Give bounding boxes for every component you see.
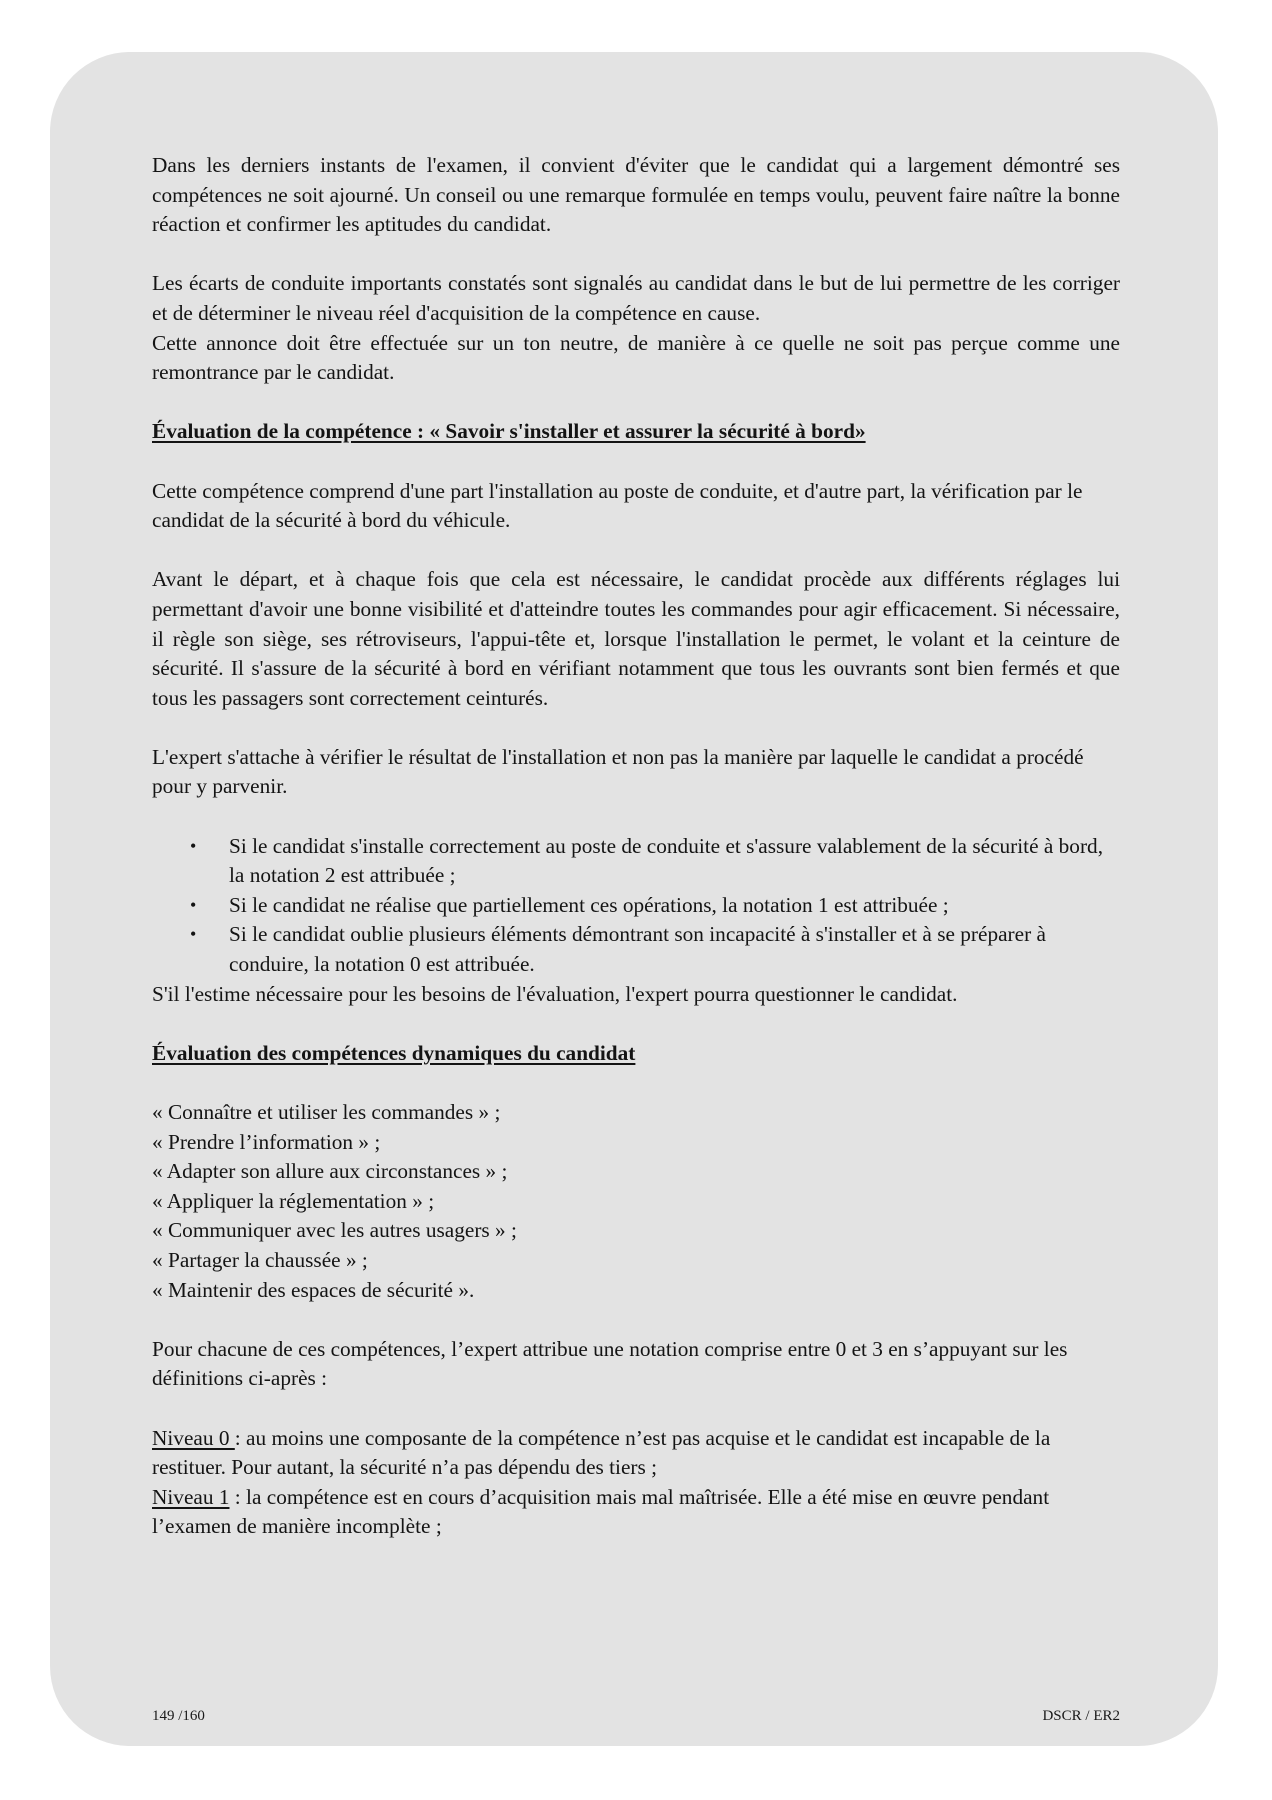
- spacer: [152, 1305, 1120, 1335]
- competence-item: « Communiquer avec les autres usagers » ;: [152, 1218, 517, 1243]
- paragraph-notation-scale: Pour chacune de ces compétences, l’expert attribue une notation comprise entre 0 et 3 en s’appuyant sur les définitions ci-après :: [152, 1336, 1068, 1391]
- competence-item: « Partager la chaussée » ;: [152, 1247, 368, 1272]
- page-number: 149 /160: [152, 1708, 205, 1724]
- paragraph-before-departure: Avant le départ, et à chaque fois que cela est nécessaire, le candidat procède aux différents réglages lui permettant d'avoir une bonne visibilité et d'atteindre toutes les commandes pour agir efficacement. Si nécessaire, il règle son siège, ses rétroviseurs, l'appui-tête et, lorsque l'installation le permet, le volant et la ceinture de sécurité. Il s'assure de la sécurité à bord en vérifiant notamment que tous les ouvrants sont bien fermés et que tous les passagers sont correctement ceinturés.: [152, 567, 1120, 710]
- spacer: [152, 447, 1120, 477]
- bullet-icon: •: [190, 924, 197, 945]
- competence-item: « Connaître et utiliser les commandes » ;: [152, 1100, 501, 1124]
- document-reference: DSCR / ER2: [1042, 1708, 1120, 1724]
- paragraph-driving-gaps: Les écarts de conduite importants constatés sont signalés au candidat dans le but de lui permettre de les corriger et de déterminer le niveau réel d'acquisition de la compétence en cause.: [152, 271, 1120, 325]
- bullet-icon: •: [190, 894, 197, 915]
- bullet-text: Si le candidat s'installe correctement au poste de conduite et s'assure valablement de la sécurité à bord, la notation 2 est attribuée ;: [229, 833, 1104, 888]
- paragraph-exam-final-moments: Dans les derniers instants de l'examen, il convient d'éviter que le candidat qui a largement démontré ses compétences ne soit ajourné. Un conseil ou une remarque formulée en temps voulu, peuvent faire naître la bonne réaction et confirmer les aptitudes du candidat.: [152, 153, 1120, 237]
- section-heading-installation: Évaluation de la compétence : « Savoir s'installer et assurer la sécurité à bord»: [152, 419, 866, 444]
- paragraph-expert-questions: S'il l'estime nécessaire pour les besoins de l'évaluation, l'expert pourra questionner le candidat.: [152, 981, 958, 1006]
- bullet-item: [152, 891, 1120, 921]
- competence-item: « Maintenir des espaces de sécurité ».: [152, 1277, 475, 1302]
- bullet-text: Si le candidat oublie plusieurs éléments démontrant son incapacité à s'installer et à se préparer à conduire, la notation 0 est attribuée.: [229, 922, 1046, 977]
- competence-list: [152, 1098, 1120, 1305]
- spacer: [152, 388, 1120, 418]
- level-text: : au moins une composante de la compétence n’est pas acquise et le candidat est incapable de la restituer. Pour autant, la sécurité n’a pas dépendu des tiers ;: [152, 1425, 1051, 1480]
- spacer: [152, 802, 1120, 832]
- competence-item: « Appliquer la réglementation » ;: [152, 1188, 435, 1213]
- spacer: [152, 240, 1120, 270]
- paragraph-competence-definition: Cette compétence comprend d'une part l'installation au poste de conduite, et d'autre part, la vérification par le candidat de la sécurité à bord du véhicule.: [152, 478, 1083, 533]
- competence-item: « Prendre l’information » ;: [152, 1129, 381, 1154]
- paragraph-expert-verification: L'expert s'attache à vérifier le résultat de l'installation et non pas la manière par laquelle le candidat a procédé pour y parvenir.: [152, 744, 1084, 799]
- spacer: [152, 1009, 1120, 1039]
- section-heading-dynamic-competences: Évaluation des compétences dynamiques du candidat: [152, 1040, 636, 1065]
- spacer: [152, 1068, 1120, 1098]
- level-label: Niveau 1: [152, 1484, 230, 1509]
- spacer: [152, 536, 1120, 566]
- level-definition: [152, 1424, 1120, 1483]
- bullet-item: [152, 832, 1120, 891]
- bullet-item: [152, 920, 1120, 979]
- level-label: Niveau 0: [152, 1425, 235, 1450]
- level-definition: [152, 1483, 1120, 1542]
- notation-bullet-list: [152, 832, 1120, 980]
- spacer: [152, 713, 1120, 743]
- bullet-text: Si le candidat ne réalise que partiellement ces opérations, la notation 1 est attribuée ;: [229, 892, 949, 917]
- paragraph-neutral-tone: Cette annonce doit être effectuée sur un ton neutre, de manière à ce quelle ne soit pas perçue comme une remontrance par le candidat.: [152, 330, 1120, 385]
- spacer: [152, 1394, 1120, 1424]
- competence-item: « Adapter son allure aux circonstances » ;: [152, 1159, 508, 1184]
- bullet-icon: •: [190, 835, 197, 856]
- document-body: [152, 151, 1120, 1542]
- level-text: : la compétence est en cours d’acquisition mais mal maîtrisée. Elle a été mise en œuvre pendant l’examen de manière incomplète ;: [152, 1484, 1050, 1539]
